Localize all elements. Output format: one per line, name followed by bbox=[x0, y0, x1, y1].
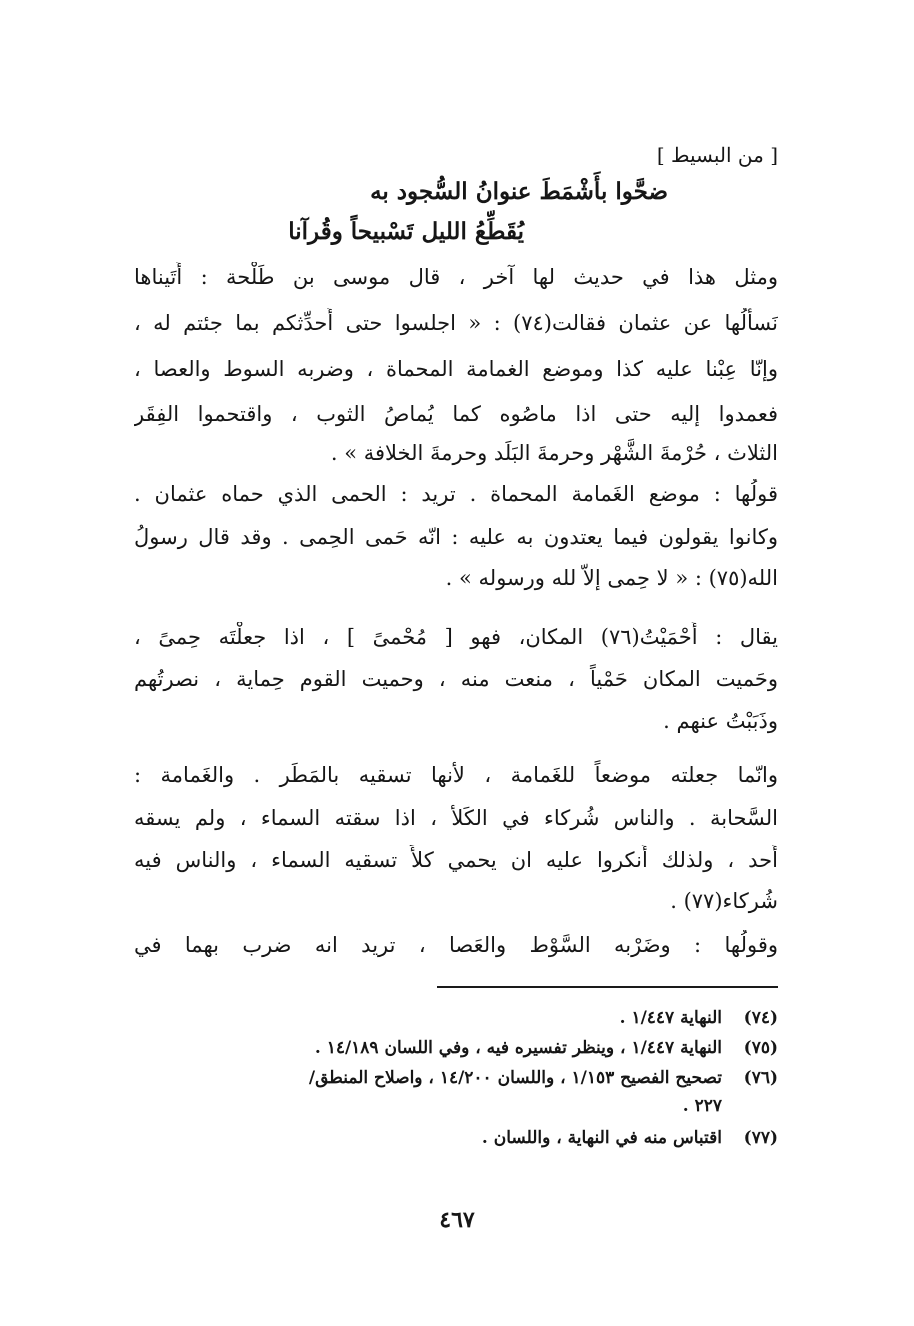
footnote-74 bbox=[134, 1006, 778, 1030]
text-line: وقولُها : وضَرْبه السَّوْط والعَصا ، تريد انه ضرب بهما في bbox=[134, 933, 778, 957]
footnote-text: تصحيح الفصيح ١/١٥٣ ، واللسان ١٤/٢٠٠ ، واصلاح المنطق/ bbox=[308, 1068, 722, 1088]
text-line: شُركاء(٧٧) . bbox=[670, 889, 778, 913]
footnote-76 bbox=[134, 1066, 778, 1090]
text-line: يقال : أَحْمَيْتُ(٧٦) المكان، فهو [ مُحْمىً ] ، اذا جعلْتَه حِمىً ، bbox=[134, 625, 778, 649]
text-line: أَحد ، ولذلك أَنكروا عليه ان يحمي كلأً تسقيه السماء ، والناس فيه bbox=[134, 848, 778, 872]
verse-first-hemistich: ضحَّوا بأَشْمَطَ عنوانُ السُّجود به bbox=[370, 178, 668, 205]
text-line: نَسأَلُها عن عثمان فقالت(٧٤) : « اجلسوا حتى أُحدِّثكم بما جئتم له ، bbox=[134, 311, 778, 335]
text-line: قولُها : موضع الغَمامة المحماة . تريد : الحمى الذي حماه عثمان . bbox=[134, 482, 778, 506]
text-line: وانّما جعلته موضعاً للغَمامة ، لأنها تسقيه بالمَطَر . والغَمامة : bbox=[134, 763, 778, 787]
footnote-number: (٧٧) bbox=[743, 1128, 778, 1148]
text-line: السَّحابة . والناس شُركاء في الكَلأ ، اذا سقته السماء ، ولم يسقه bbox=[134, 806, 778, 830]
footnote-77 bbox=[134, 1126, 778, 1150]
footnote-number: (٧٦) bbox=[743, 1068, 778, 1088]
footnote-text: النهاية ١/٤٤٧ . bbox=[619, 1008, 722, 1028]
footnote-text: النهاية ١/٤٤٧ ، وينظر تفسيره فيه ، وفي اللسان ١٤/١٨٩ . bbox=[314, 1038, 722, 1058]
text-line: الله(٧٥) : « لا حِمى إلاّ لله ورسوله » . bbox=[445, 566, 778, 590]
footnote-number: (٧٤) bbox=[743, 1008, 778, 1028]
meter-label: [ من البسيط ] bbox=[656, 143, 778, 167]
footnote-76-continuation: ٢٢٧ . bbox=[682, 1096, 722, 1116]
text-line: وذَبَبْتُ عنهم . bbox=[663, 709, 778, 733]
footnote-75 bbox=[134, 1036, 778, 1060]
text-line: وكانوا يقولون فيما يعتدون به عليه : انّه حَمى الحِمى . وقد قال رسولُ bbox=[134, 525, 778, 549]
text-line: الثلاث ، حُرْمةَ الشَّهْر وحرمةَ البَلَد وحرمةَ الخلافة » . bbox=[330, 441, 778, 465]
text-line: وإنّا عِبْنا عليه كذا وموضع الغمامة المحماة ، وضربه السوط والعصا ، bbox=[134, 357, 778, 381]
verse-second-hemistich: يُقَطِّعُ الليل تَسْبيحاً وقُرآنا bbox=[288, 218, 524, 245]
footnote-text: اقتباس منه في النهاية ، واللسان . bbox=[481, 1128, 722, 1148]
text-line: فعمدوا إليه حتى اذا ماصُوه كما يُماصُ الثوب ، واقتحموا الفِقَر bbox=[134, 402, 778, 426]
text-line: وحَميت المكان حَمْياً ، منعت منه ، وحميت القوم حِماية ، نصرتُهم bbox=[134, 667, 778, 691]
page-number: ٤٦٧ bbox=[439, 1207, 475, 1233]
footnote-divider bbox=[437, 986, 778, 988]
footnote-number: (٧٥) bbox=[743, 1038, 778, 1058]
text-line: ومثل هذا في حديث لها آخر ، قال موسى بن طَلْحة : أَتَيناها bbox=[134, 265, 778, 289]
